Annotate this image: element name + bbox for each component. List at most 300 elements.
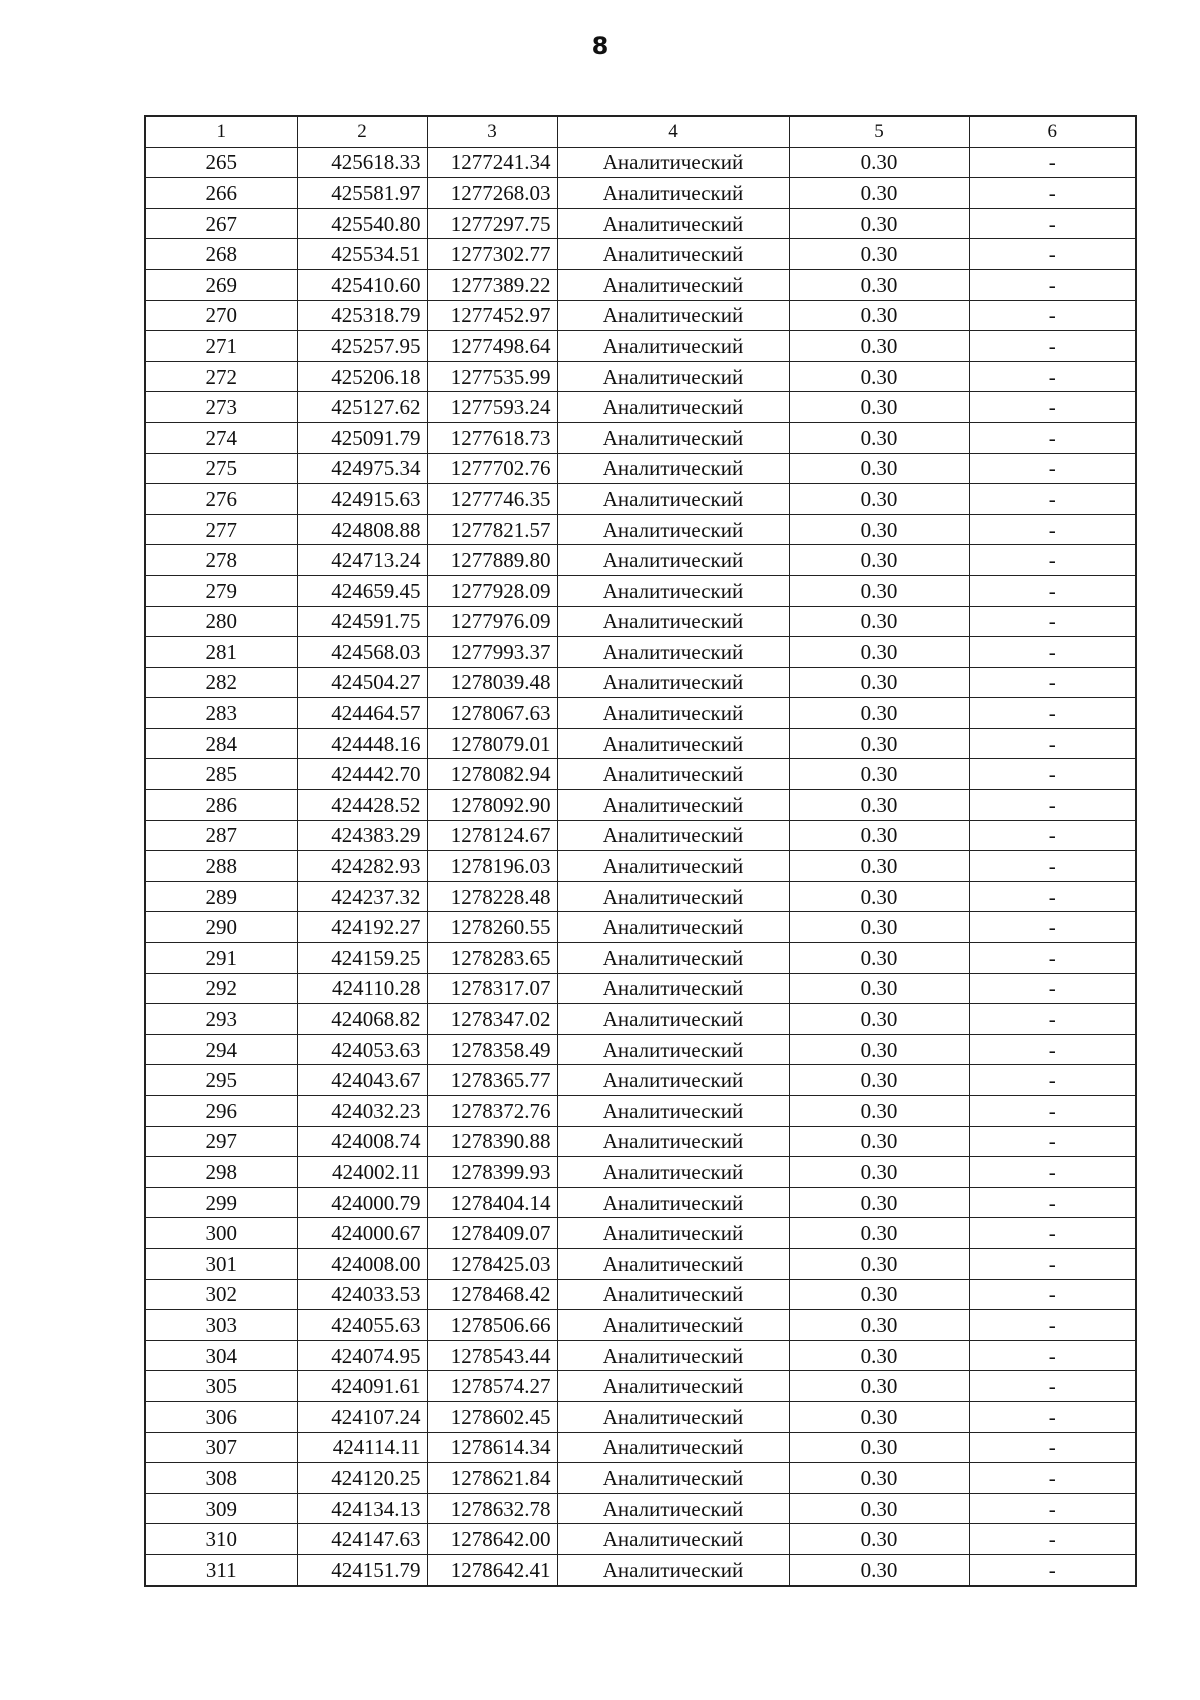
point-number-cell: 274: [145, 422, 297, 453]
table-row: [145, 422, 1136, 453]
table-row: [145, 759, 1136, 790]
table-row: [145, 728, 1136, 759]
point-number-cell: 294: [145, 1034, 297, 1065]
note-cell: -: [969, 1126, 1136, 1157]
x-coordinate-cell: 424151.79: [297, 1554, 427, 1585]
point-number-cell: 300: [145, 1218, 297, 1249]
table-row: [145, 361, 1136, 392]
method-cell: Аналитический: [557, 1004, 789, 1035]
method-cell: Аналитический: [557, 300, 789, 331]
table-row: [145, 1065, 1136, 1096]
x-coordinate-cell: 424033.53: [297, 1279, 427, 1310]
x-coordinate-cell: 424591.75: [297, 606, 427, 637]
accuracy-cell: 0.30: [789, 1432, 969, 1463]
header-cell: 2: [297, 116, 427, 147]
table-row: [145, 912, 1136, 943]
note-cell: -: [969, 422, 1136, 453]
table-row: [145, 147, 1136, 178]
method-cell: Аналитический: [557, 453, 789, 484]
method-cell: Аналитический: [557, 1340, 789, 1371]
y-coordinate-cell: 1278506.66: [427, 1310, 557, 1341]
y-coordinate-cell: 1278642.00: [427, 1524, 557, 1555]
accuracy-cell: 0.30: [789, 484, 969, 515]
point-number-cell: 276: [145, 484, 297, 515]
note-cell: -: [969, 331, 1136, 362]
point-number-cell: 289: [145, 881, 297, 912]
y-coordinate-cell: 1277498.64: [427, 331, 557, 362]
table-row: [145, 1310, 1136, 1341]
table-row: [145, 943, 1136, 974]
point-number-cell: 296: [145, 1096, 297, 1127]
point-number-cell: 266: [145, 178, 297, 209]
method-cell: Аналитический: [557, 667, 789, 698]
y-coordinate-cell: 1278602.45: [427, 1401, 557, 1432]
method-cell: Аналитический: [557, 637, 789, 668]
x-coordinate-cell: 424237.32: [297, 881, 427, 912]
header-cell: 6: [969, 116, 1136, 147]
accuracy-cell: 0.30: [789, 392, 969, 423]
accuracy-cell: 0.30: [789, 1554, 969, 1585]
table-row: [145, 484, 1136, 515]
note-cell: -: [969, 392, 1136, 423]
table-row: [145, 1340, 1136, 1371]
point-number-cell: 293: [145, 1004, 297, 1035]
table-row: [145, 637, 1136, 668]
accuracy-cell: 0.30: [789, 147, 969, 178]
table-row: [145, 1524, 1136, 1555]
accuracy-cell: 0.30: [789, 300, 969, 331]
note-cell: -: [969, 637, 1136, 668]
note-cell: -: [969, 484, 1136, 515]
note-cell: -: [969, 1493, 1136, 1524]
method-cell: Аналитический: [557, 514, 789, 545]
table-row: [145, 1034, 1136, 1065]
x-coordinate-cell: 425091.79: [297, 422, 427, 453]
accuracy-cell: 0.30: [789, 667, 969, 698]
method-cell: Аналитический: [557, 912, 789, 943]
accuracy-cell: 0.30: [789, 606, 969, 637]
table-row: [145, 1493, 1136, 1524]
x-coordinate-cell: 424043.67: [297, 1065, 427, 1096]
accuracy-cell: 0.30: [789, 790, 969, 821]
point-number-cell: 279: [145, 575, 297, 606]
x-coordinate-cell: 424464.57: [297, 698, 427, 729]
point-number-cell: 290: [145, 912, 297, 943]
table-row: [145, 1371, 1136, 1402]
x-coordinate-cell: 425534.51: [297, 239, 427, 270]
accuracy-cell: 0.30: [789, 1187, 969, 1218]
method-cell: Аналитический: [557, 1371, 789, 1402]
method-cell: Аналитический: [557, 728, 789, 759]
accuracy-cell: 0.30: [789, 514, 969, 545]
method-cell: Аналитический: [557, 1248, 789, 1279]
point-number-cell: 291: [145, 943, 297, 974]
method-cell: Аналитический: [557, 361, 789, 392]
table-row: [145, 1157, 1136, 1188]
note-cell: -: [969, 1218, 1136, 1249]
point-number-cell: 270: [145, 300, 297, 331]
method-cell: Аналитический: [557, 881, 789, 912]
method-cell: Аналитический: [557, 1187, 789, 1218]
method-cell: Аналитический: [557, 973, 789, 1004]
note-cell: -: [969, 269, 1136, 300]
table-row: [145, 667, 1136, 698]
y-coordinate-cell: 1278082.94: [427, 759, 557, 790]
method-cell: Аналитический: [557, 484, 789, 515]
table-row: [145, 820, 1136, 851]
point-number-cell: 288: [145, 851, 297, 882]
accuracy-cell: 0.30: [789, 178, 969, 209]
x-coordinate-cell: 424504.27: [297, 667, 427, 698]
note-cell: -: [969, 147, 1136, 178]
x-coordinate-cell: 424074.95: [297, 1340, 427, 1371]
x-coordinate-cell: 424110.28: [297, 973, 427, 1004]
x-coordinate-cell: 425540.80: [297, 208, 427, 239]
table-row: [145, 1096, 1136, 1127]
note-cell: -: [969, 208, 1136, 239]
y-coordinate-cell: 1277821.57: [427, 514, 557, 545]
accuracy-cell: 0.30: [789, 637, 969, 668]
method-cell: Аналитический: [557, 1218, 789, 1249]
method-cell: Аналитический: [557, 147, 789, 178]
method-cell: Аналитический: [557, 545, 789, 576]
table-row: [145, 1218, 1136, 1249]
method-cell: Аналитический: [557, 1065, 789, 1096]
note-cell: -: [969, 1340, 1136, 1371]
y-coordinate-cell: 1277452.97: [427, 300, 557, 331]
x-coordinate-cell: 424428.52: [297, 790, 427, 821]
point-number-cell: 299: [145, 1187, 297, 1218]
point-number-cell: 308: [145, 1463, 297, 1494]
method-cell: Аналитический: [557, 1310, 789, 1341]
accuracy-cell: 0.30: [789, 1463, 969, 1494]
point-number-cell: 278: [145, 545, 297, 576]
note-cell: -: [969, 698, 1136, 729]
method-cell: Аналитический: [557, 1096, 789, 1127]
x-coordinate-cell: 424659.45: [297, 575, 427, 606]
accuracy-cell: 0.30: [789, 1310, 969, 1341]
y-coordinate-cell: 1277976.09: [427, 606, 557, 637]
method-cell: Аналитический: [557, 759, 789, 790]
table-row: [145, 392, 1136, 423]
method-cell: Аналитический: [557, 820, 789, 851]
header-cell: 5: [789, 116, 969, 147]
point-number-cell: 271: [145, 331, 297, 362]
x-coordinate-cell: 424568.03: [297, 637, 427, 668]
table-row: [145, 545, 1136, 576]
note-cell: -: [969, 667, 1136, 698]
method-cell: Аналитический: [557, 698, 789, 729]
point-number-cell: 281: [145, 637, 297, 668]
point-number-cell: 304: [145, 1340, 297, 1371]
method-cell: Аналитический: [557, 331, 789, 362]
y-coordinate-cell: 1278124.67: [427, 820, 557, 851]
note-cell: -: [969, 851, 1136, 882]
accuracy-cell: 0.30: [789, 759, 969, 790]
point-number-cell: 282: [145, 667, 297, 698]
point-number-cell: 310: [145, 1524, 297, 1555]
x-coordinate-cell: 424975.34: [297, 453, 427, 484]
point-number-cell: 287: [145, 820, 297, 851]
note-cell: -: [969, 759, 1136, 790]
x-coordinate-cell: 424282.93: [297, 851, 427, 882]
method-cell: Аналитический: [557, 392, 789, 423]
y-coordinate-cell: 1277889.80: [427, 545, 557, 576]
y-coordinate-cell: 1277618.73: [427, 422, 557, 453]
y-coordinate-cell: 1278347.02: [427, 1004, 557, 1035]
y-coordinate-cell: 1277297.75: [427, 208, 557, 239]
y-coordinate-cell: 1278574.27: [427, 1371, 557, 1402]
note-cell: -: [969, 361, 1136, 392]
page-number: 8: [591, 32, 609, 60]
table-row: [145, 331, 1136, 362]
accuracy-cell: 0.30: [789, 1157, 969, 1188]
method-cell: Аналитический: [557, 575, 789, 606]
method-cell: Аналитический: [557, 422, 789, 453]
note-cell: -: [969, 1432, 1136, 1463]
x-coordinate-cell: 424442.70: [297, 759, 427, 790]
accuracy-cell: 0.30: [789, 1248, 969, 1279]
point-number-cell: 273: [145, 392, 297, 423]
method-cell: Аналитический: [557, 1126, 789, 1157]
method-cell: Аналитический: [557, 1034, 789, 1065]
header-cell: 1: [145, 116, 297, 147]
table-row: [145, 881, 1136, 912]
x-coordinate-cell: 424008.00: [297, 1248, 427, 1279]
y-coordinate-cell: 1277993.37: [427, 637, 557, 668]
point-number-cell: 272: [145, 361, 297, 392]
x-coordinate-cell: 425410.60: [297, 269, 427, 300]
accuracy-cell: 0.30: [789, 575, 969, 606]
y-coordinate-cell: 1278614.34: [427, 1432, 557, 1463]
accuracy-cell: 0.30: [789, 698, 969, 729]
table-row: [145, 1554, 1136, 1585]
x-coordinate-cell: 424107.24: [297, 1401, 427, 1432]
table-row: [145, 208, 1136, 239]
point-number-cell: 298: [145, 1157, 297, 1188]
y-coordinate-cell: 1278092.90: [427, 790, 557, 821]
note-cell: -: [969, 1157, 1136, 1188]
header-cell: 3: [427, 116, 557, 147]
table-row: [145, 239, 1136, 270]
method-cell: Аналитический: [557, 1279, 789, 1310]
note-cell: -: [969, 1554, 1136, 1585]
point-number-cell: 269: [145, 269, 297, 300]
point-number-cell: 311: [145, 1554, 297, 1585]
method-cell: Аналитический: [557, 269, 789, 300]
y-coordinate-cell: 1278621.84: [427, 1463, 557, 1494]
table-row: [145, 1126, 1136, 1157]
method-cell: Аналитический: [557, 208, 789, 239]
y-coordinate-cell: 1278260.55: [427, 912, 557, 943]
x-coordinate-cell: 424000.67: [297, 1218, 427, 1249]
note-cell: -: [969, 881, 1136, 912]
table-row: [145, 606, 1136, 637]
note-cell: -: [969, 1279, 1136, 1310]
note-cell: -: [969, 514, 1136, 545]
note-cell: -: [969, 545, 1136, 576]
note-cell: -: [969, 1096, 1136, 1127]
method-cell: Аналитический: [557, 178, 789, 209]
table-row: [145, 1463, 1136, 1494]
x-coordinate-cell: 424159.25: [297, 943, 427, 974]
x-coordinate-cell: 424192.27: [297, 912, 427, 943]
accuracy-cell: 0.30: [789, 943, 969, 974]
x-coordinate-cell: 424134.13: [297, 1493, 427, 1524]
note-cell: -: [969, 943, 1136, 974]
accuracy-cell: 0.30: [789, 912, 969, 943]
accuracy-cell: 0.30: [789, 422, 969, 453]
x-coordinate-cell: 424808.88: [297, 514, 427, 545]
point-number-cell: 275: [145, 453, 297, 484]
x-coordinate-cell: 424713.24: [297, 545, 427, 576]
accuracy-cell: 0.30: [789, 239, 969, 270]
method-cell: Аналитический: [557, 851, 789, 882]
point-number-cell: 280: [145, 606, 297, 637]
table-row: [145, 575, 1136, 606]
y-coordinate-cell: 1277702.76: [427, 453, 557, 484]
point-number-cell: 286: [145, 790, 297, 821]
accuracy-cell: 0.30: [789, 1340, 969, 1371]
note-cell: -: [969, 606, 1136, 637]
accuracy-cell: 0.30: [789, 1371, 969, 1402]
table-row: [145, 973, 1136, 1004]
note-cell: -: [969, 453, 1136, 484]
y-coordinate-cell: 1278365.77: [427, 1065, 557, 1096]
accuracy-cell: 0.30: [789, 545, 969, 576]
x-coordinate-cell: 424008.74: [297, 1126, 427, 1157]
x-coordinate-cell: 424383.29: [297, 820, 427, 851]
table-row: [145, 178, 1136, 209]
x-coordinate-cell: 424002.11: [297, 1157, 427, 1188]
method-cell: Аналитический: [557, 1432, 789, 1463]
x-coordinate-cell: 425618.33: [297, 147, 427, 178]
note-cell: -: [969, 575, 1136, 606]
y-coordinate-cell: 1278039.48: [427, 667, 557, 698]
y-coordinate-cell: 1278358.49: [427, 1034, 557, 1065]
table-row: [145, 269, 1136, 300]
x-coordinate-cell: 425257.95: [297, 331, 427, 362]
y-coordinate-cell: 1278543.44: [427, 1340, 557, 1371]
table-row: [145, 698, 1136, 729]
note-cell: -: [969, 973, 1136, 1004]
point-number-cell: 295: [145, 1065, 297, 1096]
table-row: [145, 1248, 1136, 1279]
point-number-cell: 306: [145, 1401, 297, 1432]
note-cell: -: [969, 239, 1136, 270]
note-cell: -: [969, 300, 1136, 331]
accuracy-cell: 0.30: [789, 1004, 969, 1035]
note-cell: -: [969, 178, 1136, 209]
y-coordinate-cell: 1278390.88: [427, 1126, 557, 1157]
x-coordinate-cell: 424000.79: [297, 1187, 427, 1218]
x-coordinate-cell: 425127.62: [297, 392, 427, 423]
table-row: [145, 851, 1136, 882]
point-number-cell: 285: [145, 759, 297, 790]
method-cell: Аналитический: [557, 1463, 789, 1494]
point-number-cell: 284: [145, 728, 297, 759]
y-coordinate-cell: 1278399.93: [427, 1157, 557, 1188]
y-coordinate-cell: 1278283.65: [427, 943, 557, 974]
y-coordinate-cell: 1277593.24: [427, 392, 557, 423]
x-coordinate-cell: 424091.61: [297, 1371, 427, 1402]
y-coordinate-cell: 1277389.22: [427, 269, 557, 300]
y-coordinate-cell: 1277928.09: [427, 575, 557, 606]
point-number-cell: 268: [145, 239, 297, 270]
accuracy-cell: 0.30: [789, 331, 969, 362]
point-number-cell: 292: [145, 973, 297, 1004]
table-body: [145, 147, 1136, 1585]
note-cell: -: [969, 728, 1136, 759]
note-cell: -: [969, 790, 1136, 821]
y-coordinate-cell: 1278372.76: [427, 1096, 557, 1127]
method-cell: Аналитический: [557, 1401, 789, 1432]
x-coordinate-cell: 425318.79: [297, 300, 427, 331]
y-coordinate-cell: 1278425.03: [427, 1248, 557, 1279]
y-coordinate-cell: 1277535.99: [427, 361, 557, 392]
y-coordinate-cell: 1278404.14: [427, 1187, 557, 1218]
method-cell: Аналитический: [557, 606, 789, 637]
accuracy-cell: 0.30: [789, 1096, 969, 1127]
x-coordinate-cell: 424114.11: [297, 1432, 427, 1463]
note-cell: -: [969, 1463, 1136, 1494]
accuracy-cell: 0.30: [789, 453, 969, 484]
note-cell: -: [969, 1065, 1136, 1096]
point-number-cell: 309: [145, 1493, 297, 1524]
x-coordinate-cell: 424915.63: [297, 484, 427, 515]
x-coordinate-cell: 424032.23: [297, 1096, 427, 1127]
table-row: [145, 453, 1136, 484]
header-cell: 4: [557, 116, 789, 147]
point-number-cell: 297: [145, 1126, 297, 1157]
point-number-cell: 302: [145, 1279, 297, 1310]
x-coordinate-cell: 424053.63: [297, 1034, 427, 1065]
note-cell: -: [969, 1371, 1136, 1402]
accuracy-cell: 0.30: [789, 881, 969, 912]
accuracy-cell: 0.30: [789, 973, 969, 1004]
x-coordinate-cell: 425581.97: [297, 178, 427, 209]
point-number-cell: 305: [145, 1371, 297, 1402]
y-coordinate-cell: 1278079.01: [427, 728, 557, 759]
accuracy-cell: 0.30: [789, 361, 969, 392]
y-coordinate-cell: 1278196.03: [427, 851, 557, 882]
method-cell: Аналитический: [557, 1524, 789, 1555]
accuracy-cell: 0.30: [789, 1493, 969, 1524]
table-row: [145, 1432, 1136, 1463]
accuracy-cell: 0.30: [789, 1401, 969, 1432]
y-coordinate-cell: 1278642.41: [427, 1554, 557, 1585]
note-cell: -: [969, 1310, 1136, 1341]
accuracy-cell: 0.30: [789, 728, 969, 759]
table-row: [145, 1004, 1136, 1035]
point-number-cell: 307: [145, 1432, 297, 1463]
x-coordinate-cell: 424147.63: [297, 1524, 427, 1555]
point-number-cell: 277: [145, 514, 297, 545]
y-coordinate-cell: 1278228.48: [427, 881, 557, 912]
method-cell: Аналитический: [557, 239, 789, 270]
coordinates-table: [144, 115, 1137, 1587]
method-cell: Аналитический: [557, 1554, 789, 1585]
accuracy-cell: 0.30: [789, 1065, 969, 1096]
y-coordinate-cell: 1277268.03: [427, 178, 557, 209]
table-row: [145, 790, 1136, 821]
accuracy-cell: 0.30: [789, 1034, 969, 1065]
accuracy-cell: 0.30: [789, 820, 969, 851]
accuracy-cell: 0.30: [789, 851, 969, 882]
y-coordinate-cell: 1277746.35: [427, 484, 557, 515]
accuracy-cell: 0.30: [789, 1126, 969, 1157]
note-cell: -: [969, 1034, 1136, 1065]
